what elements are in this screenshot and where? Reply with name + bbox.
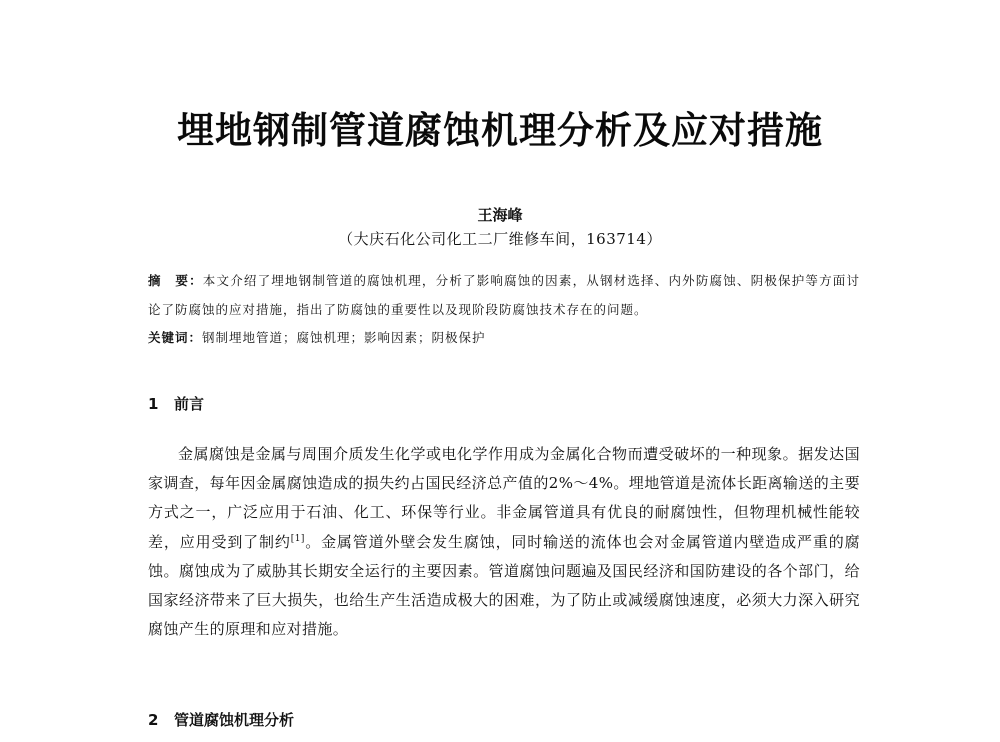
paper-title: 埋地钢制管道腐蚀机理分析及应对措施 bbox=[177, 109, 823, 152]
section-title: 管道腐蚀机理分析 bbox=[174, 711, 295, 729]
author-name: 王海峰 bbox=[477, 206, 523, 224]
keywords-text: 钢制埋地管道；腐蚀机理；影响因素；阴极保护 bbox=[202, 330, 486, 345]
section-title: 前言 bbox=[174, 395, 205, 413]
abstract-text: 本文介绍了埋地钢制管道的腐蚀机理，分析了影响腐蚀的因素，从钢材选择、内外防腐蚀、阴极保护等方面讨论了防腐蚀的应对措施，指出了防腐蚀的重要性以及现阶段防腐蚀技术存在的问题。 bbox=[148, 273, 860, 317]
section-number: 1 bbox=[148, 395, 159, 413]
section-heading-2 bbox=[148, 709, 294, 730]
paragraph-text-part2: 。金属管道外壁会发生腐蚀，同时输送的流体也会对金属管道内壁造成严重的腐蚀。腐蚀成为了威胁其长期安全运行的主要因素。管道腐蚀问题遍及国民经济和国防建设的各个部门，给国家经济带来了巨大损失，也给生产生活造成极大的困难，为了防止或减缓腐蚀速度，必须大力深入研究腐蚀产生的原理和应对措施。 bbox=[148, 532, 860, 639]
citation-reference[interactable]: [1] bbox=[290, 533, 305, 544]
keywords-label: 关键词： bbox=[148, 330, 203, 345]
abstract-label: 摘 要： bbox=[148, 273, 203, 288]
abstract bbox=[148, 266, 860, 324]
paragraph-text-part1: 金属腐蚀是金属与周围介质发生化学或电化学作用成为金属化合物而遭受破坏的一种现象。据发达国家调查，每年因金属腐蚀造成的损失约占国民经济总产值的2%～4%。埋地管道是流体长距离输送的主要方式之一，广泛应用于石油、化工、环保等行业。非金属管道具有优良的耐腐蚀性，但物理机械性能较差，应用受到了制约 bbox=[148, 445, 860, 551]
keywords bbox=[148, 325, 860, 351]
section-1-paragraph bbox=[148, 440, 860, 644]
section-number: 2 bbox=[148, 711, 159, 729]
author-affiliation: （大庆石化公司化工二厂维修车间，163714） bbox=[338, 230, 662, 248]
section-heading-1 bbox=[148, 393, 204, 414]
